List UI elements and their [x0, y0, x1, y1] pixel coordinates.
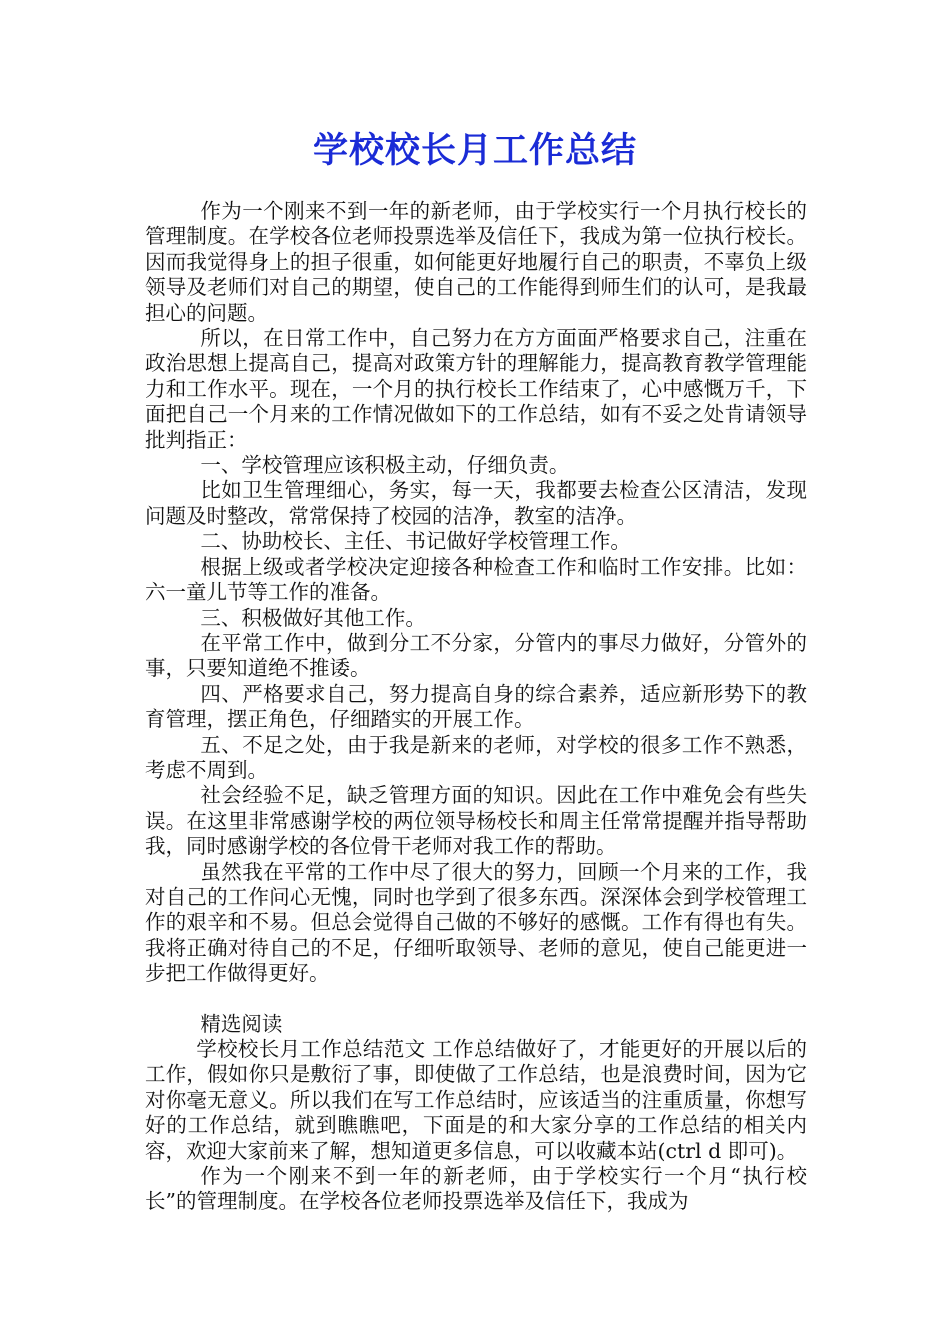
paragraph-6: 社会经验不足，缺乏管理方面的知识。因此在工作中难免会有些失误。在这里非常感谢学校的两位领导杨校长和周主任常常提醒并指导帮助我，同时感谢学校的各位骨干老师对我工作的帮助。	[145, 783, 807, 859]
section-heading-2: 二、协助校长、主任、书记做好学校管理工作。	[200, 529, 631, 554]
reading-paragraph-2: 作为一个刚来不到一年的新老师，由于学校实行一个月“执行校长”的管理制度。在学校各位老师投票选举及信任下，我成为	[145, 1164, 807, 1214]
document-body	[145, 199, 807, 1215]
paragraph-2: 所以，在日常工作中，自己努力在方方面面严格要求自己，注重在政治思想上提高自己，提高对政策方针的理解能力，提高教育教学管理能力和工作水平。现在，一个月的执行校长工作结束了，心中感慨万千，下面把自己一个月来的工作情况做如下的工作总结，如有不妥之处肯请领导批判指正：	[145, 326, 807, 452]
section-gap	[145, 987, 807, 1012]
paragraph-5: 在平常工作中，做到分工不分家，分管内的事尽力做好，分管外的事，只要知道绝不推诿。	[145, 630, 807, 681]
section-heading-3: 三、积极做好其他工作。	[200, 605, 426, 630]
paragraph-1: 作为一个刚来不到一年的新老师，由于学校实行一个月执行校长的管理制度。在学校各位老师投票选举及信任下，我成为第一位执行校长。因而我觉得身上的担子很重，如何能更好地履行自己的职责，不辜负上级领导及老师们对自己的期望，使自己的工作能得到师生们的认可，是我最担心的问题。	[145, 199, 807, 325]
paragraph-4: 根据上级或者学校决定迎接各种检查工作和临时工作安排。比如：六一童儿节等工作的准备。	[145, 554, 807, 605]
document-title: 学校校长月工作总结	[312, 131, 637, 171]
paragraph-3: 比如卫生管理细心，务实，每一天，我都要去检查公区清洁，发现问题及时整改，常常保持了校园的洁净，教室的洁净。	[145, 478, 807, 528]
section-heading-4: 四、严格要求自己，努力提高自身的综合素养，适应新形势下的教育管理，摆正角色，仔细踏实的开展工作。	[145, 681, 807, 732]
reading-paragraph-1: 学校校长月工作总结范文 工作总结做好了，才能更好的开展以后的工作，假如你只是敷衍了事，即使做了工作总结，也是浪费时间，因为它对你毫无意义。所以我们在写工作总结时，应该适当的注重质量，你想写好的工作总结，就到瞧瞧吧，下面是的和大家分享的工作总结的相关内容，欢迎大家前来了解，想知道更多信息，可以收藏本站(ctrl d 即可)。	[145, 1037, 807, 1163]
reading-heading: 精选阅读	[200, 1011, 283, 1036]
paragraph-7: 虽然我在平常的工作中尽了很大的努力，回顾一个月来的工作，我对自己的工作问心无愧，同时也学到了很多东西。深深体会到学校管理工作的艰辛和不易。但总会觉得自己做的不够好的感慨。工作有得也有失。我将正确对待自己的不足，仔细听取领导、老师的意见，使自己能更进一步把工作做得更好。	[145, 859, 807, 986]
section-heading-5: 五、不足之处，由于我是新来的老师，对学校的很多工作不熟悉，考虑不周到。	[145, 732, 807, 782]
section-heading-1: 一、学校管理应该积极主动，仔细负责。	[200, 453, 570, 478]
